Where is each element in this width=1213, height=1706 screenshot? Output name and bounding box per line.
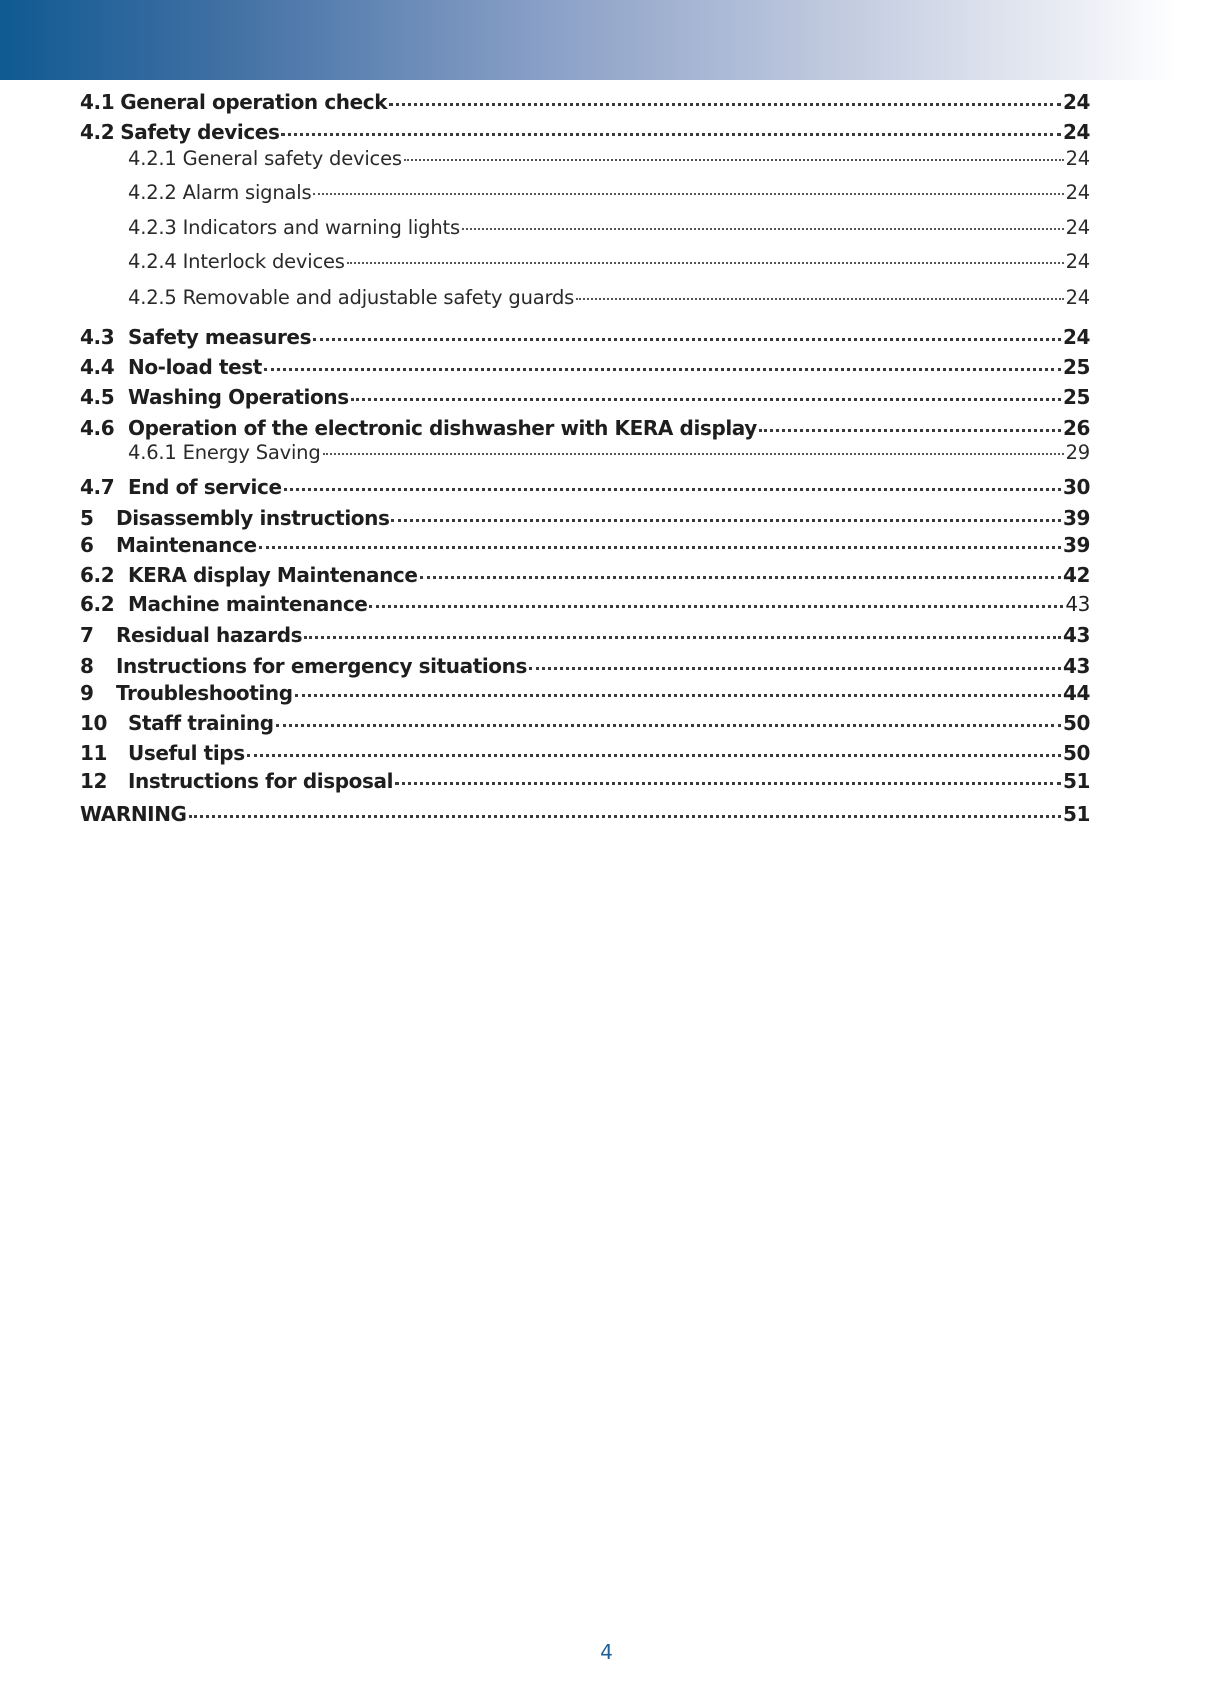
toc-entry-number: 11 <box>80 741 108 765</box>
toc-dot-leader <box>576 278 1063 300</box>
toc-entry-title: Energy Saving <box>182 441 321 464</box>
toc-entry-page: 42 <box>1062 563 1090 587</box>
toc-entry[interactable] <box>80 143 1090 169</box>
toc-entry-page: 50 <box>1062 741 1090 765</box>
toc-dot-leader <box>295 674 1061 697</box>
toc-entry-page: 39 <box>1062 506 1090 530</box>
toc-entry-number: 6.2 <box>80 563 115 587</box>
toc-entry-page: 24 <box>1065 147 1090 170</box>
toc-entry-number: 4.6 <box>80 416 115 440</box>
toc-dot-leader <box>759 409 1061 432</box>
toc-entry-page: 24 <box>1062 90 1090 114</box>
toc-entry-title: Safety measures <box>128 325 312 349</box>
toc-dot-leader <box>347 242 1064 264</box>
toc-entry-number: 10 <box>80 711 108 735</box>
toc-entry[interactable] <box>80 351 1090 377</box>
toc-entry-title: Alarm signals <box>182 181 312 204</box>
toc-entry-title: End of service <box>128 475 282 499</box>
toc-entry-number: 4.2.2 <box>128 181 177 204</box>
toc-entry-title: Disassembly instructions <box>116 506 390 530</box>
toc-entry-number: 5 <box>80 506 94 530</box>
toc-dot-leader <box>462 208 1064 230</box>
toc-dot-leader <box>276 704 1061 727</box>
toc-entry-page: 24 <box>1065 286 1090 309</box>
toc-entry-title: Residual hazards <box>116 623 303 647</box>
toc-entry[interactable] <box>80 246 1090 272</box>
toc-entry-number: 6.2 <box>80 592 115 616</box>
toc-entry-title: Interlock devices <box>182 250 345 273</box>
toc-entry-number: 4.4 <box>80 355 115 379</box>
toc-entry-title: General safety devices <box>182 147 402 170</box>
toc-entry-page: 44 <box>1062 681 1090 705</box>
toc-entry[interactable] <box>80 677 1090 703</box>
toc-entry-title: Staff training <box>128 711 274 735</box>
toc-entry-page: 24 <box>1062 120 1090 144</box>
header-banner <box>0 0 1213 80</box>
toc-entry[interactable] <box>80 798 1090 824</box>
toc-entry[interactable] <box>80 502 1090 528</box>
toc-entry-page: 24 <box>1065 250 1090 273</box>
toc-entry[interactable] <box>80 437 1090 463</box>
toc-entry-page: 24 <box>1065 216 1090 239</box>
toc-entry[interactable] <box>80 650 1090 676</box>
toc-entry[interactable] <box>80 471 1090 497</box>
toc-entry-page: 51 <box>1062 769 1090 793</box>
toc-entry-number: 4.2.5 <box>128 286 177 309</box>
toc-dot-leader <box>247 734 1061 757</box>
toc-dot-leader <box>264 348 1061 371</box>
toc-dot-leader <box>404 139 1064 161</box>
toc-entry-title: Useful tips <box>128 741 245 765</box>
toc-entry-number: 4.7 <box>80 475 115 499</box>
toc-entry-page: 30 <box>1062 475 1090 499</box>
toc-entry-number: 4.5 <box>80 385 115 409</box>
toc-entry-page: 50 <box>1062 711 1090 735</box>
toc-entry[interactable] <box>80 559 1090 585</box>
toc-entry-page: 43 <box>1062 654 1090 678</box>
toc-dot-leader <box>389 83 1061 106</box>
toc-entry-title: No-load test <box>128 355 262 379</box>
toc-entry[interactable] <box>80 86 1090 112</box>
toc-dot-leader <box>284 468 1061 491</box>
toc-entry-page: 39 <box>1062 533 1090 557</box>
toc-entry[interactable] <box>80 282 1090 308</box>
toc-entry[interactable] <box>80 707 1090 733</box>
toc-dot-leader <box>304 616 1061 639</box>
toc-entry-page: 29 <box>1065 441 1090 464</box>
toc-entry-number: 4.3 <box>80 325 115 349</box>
toc-entry-number: 4.2.1 <box>128 147 177 170</box>
toc-entry-page: 51 <box>1062 802 1090 826</box>
toc-entry-title: Maintenance <box>116 533 257 557</box>
toc-entry[interactable] <box>80 737 1090 763</box>
toc-dot-leader <box>323 433 1064 455</box>
toc-entry-title: WARNING <box>80 802 187 826</box>
toc-dot-leader <box>369 585 1063 608</box>
toc-dot-leader <box>420 556 1061 579</box>
toc-entry-number: 4.2.3 <box>128 216 177 239</box>
toc-entry-page: 43 <box>1065 592 1090 616</box>
toc-entry-number: 8 <box>80 654 94 678</box>
toc-entry-title: Instructions for emergency situations <box>116 654 527 678</box>
toc-entry-page: 25 <box>1062 385 1090 409</box>
toc-entry-title: Indicators and warning lights <box>182 216 460 239</box>
toc-entry-title: Safety devices <box>120 120 280 144</box>
toc-entry[interactable] <box>80 177 1090 203</box>
toc-entry-number: 4.2 <box>80 120 115 144</box>
toc-entry-title: Removable and adjustable safety guards <box>182 286 575 309</box>
toc-entry-page: 43 <box>1062 623 1090 647</box>
toc-entry[interactable] <box>80 529 1090 555</box>
toc-entry-page: 26 <box>1062 416 1090 440</box>
toc-dot-leader <box>391 499 1060 522</box>
toc-entry-number: 6 <box>80 533 94 557</box>
toc-dot-leader <box>529 647 1061 670</box>
toc-entry-title: Machine maintenance <box>128 592 368 616</box>
page-number: 4 <box>600 1640 613 1664</box>
toc-entry-title: Washing Operations <box>128 385 349 409</box>
toc-dot-leader <box>351 378 1061 401</box>
toc-entry-title: KERA display Maintenance <box>128 563 418 587</box>
toc-dot-leader <box>259 526 1061 549</box>
toc-entry[interactable] <box>80 321 1090 347</box>
toc-entry-number: 4.1 <box>80 90 115 114</box>
toc-entry[interactable] <box>80 765 1090 791</box>
toc-entry-page: 25 <box>1062 355 1090 379</box>
toc-dot-leader <box>189 795 1061 818</box>
toc-entry-number: 4.6.1 <box>128 441 177 464</box>
toc-entry-title: Instructions for disposal <box>128 769 394 793</box>
toc-entry-title: Troubleshooting <box>116 681 293 705</box>
toc-dot-leader <box>281 113 1060 136</box>
toc-entry-page: 24 <box>1062 325 1090 349</box>
toc-entry-title: General operation check <box>120 90 388 114</box>
toc-entry-page: 24 <box>1065 181 1090 204</box>
toc-entry-number: 7 <box>80 623 94 647</box>
toc-entry[interactable] <box>80 588 1090 614</box>
toc-dot-leader <box>395 762 1061 785</box>
toc-entry[interactable] <box>80 619 1090 645</box>
toc-entry[interactable] <box>80 381 1090 407</box>
toc-dot-leader <box>313 318 1061 341</box>
toc-dot-leader <box>313 173 1063 195</box>
toc-entry-title: Operation of the electronic dishwasher with KERA display <box>128 416 757 440</box>
toc-entry-number: 4.2.4 <box>128 250 177 273</box>
toc-entry[interactable] <box>80 212 1090 238</box>
toc-entry-number: 12 <box>80 769 108 793</box>
toc-entry-number: 9 <box>80 681 94 705</box>
